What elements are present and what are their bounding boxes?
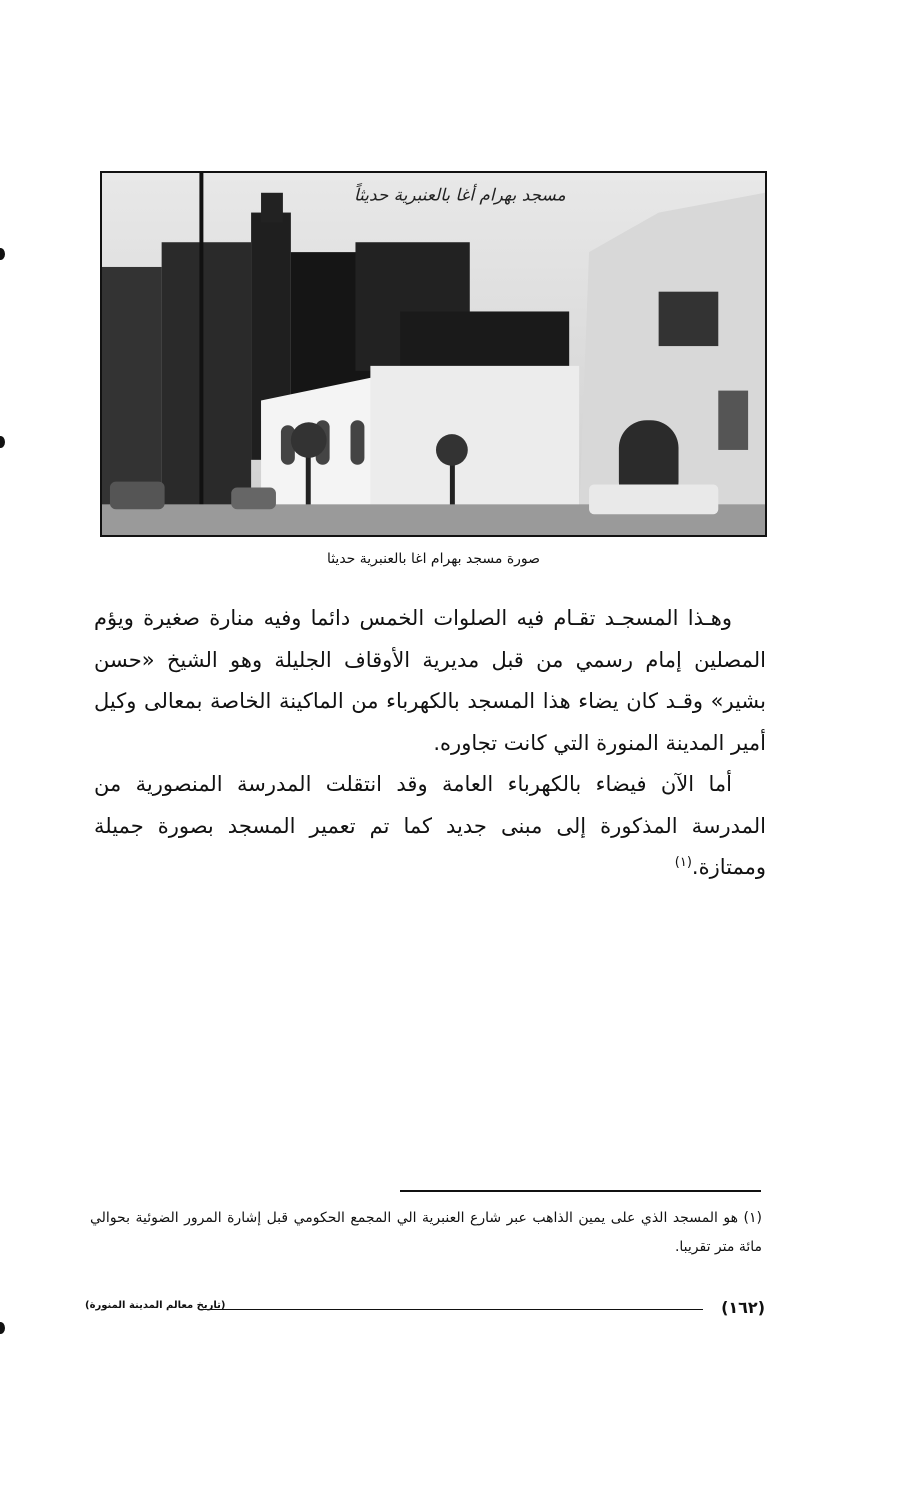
footnote-reference: (١) <box>674 855 692 870</box>
footer-rule <box>200 1309 703 1310</box>
edge-mark-bottom <box>0 1322 5 1334</box>
footnote-text: (١) هو المسجد الذي على يمين الذاهب عبر شارع العنبرية الي المجمع الحكومي قبل إشارة المرور الضوئية بحوالي مائة متر تقريبا. <box>90 1210 762 1255</box>
mosque-photo-drawing <box>102 173 765 535</box>
edge-mark-middle <box>0 436 5 448</box>
page-number: (١٦٢) <box>721 1298 765 1317</box>
photo-caption: صورة مسجد بهرام اغا بالعنبرية حديثا <box>326 551 541 567</box>
running-title: (تاريخ معالم المدينة المنورة) <box>85 1300 226 1311</box>
body-text <box>94 598 766 889</box>
photo-handwritten-annotation: مسجد بهرام أغا بالعنبرية حديثاً <box>354 184 566 205</box>
paragraph-2-text: أما الآن فيضاء بالكهرباء العامة وقد انتقلت المدرسة المنصورية من المدرسة المذكورة إلى مبنى جديد كما تم تعمير المسجد بصورة جميلة وممتازة. <box>94 772 766 879</box>
edge-mark-top <box>0 248 5 260</box>
paragraph-2 <box>94 764 766 889</box>
footnote-separator <box>400 1190 761 1192</box>
paragraph-1: وهـذا المسجـد تقـام فيه الصلوات الخمس دائما وفيه منارة صغيرة ويؤم المصلين إمام رسمي من قبل مديرية الأوقاف الجليلة وهو الشيخ «حسن بشير» وقـد كان يضاء هذا المسجد بالكهرباء من الماكينة الخاصة بمعالى وكيل أمير المدينة المنورة التي كانت تجاوره. <box>94 606 766 755</box>
page-footer <box>85 1298 765 1322</box>
mosque-photograph <box>100 171 767 537</box>
